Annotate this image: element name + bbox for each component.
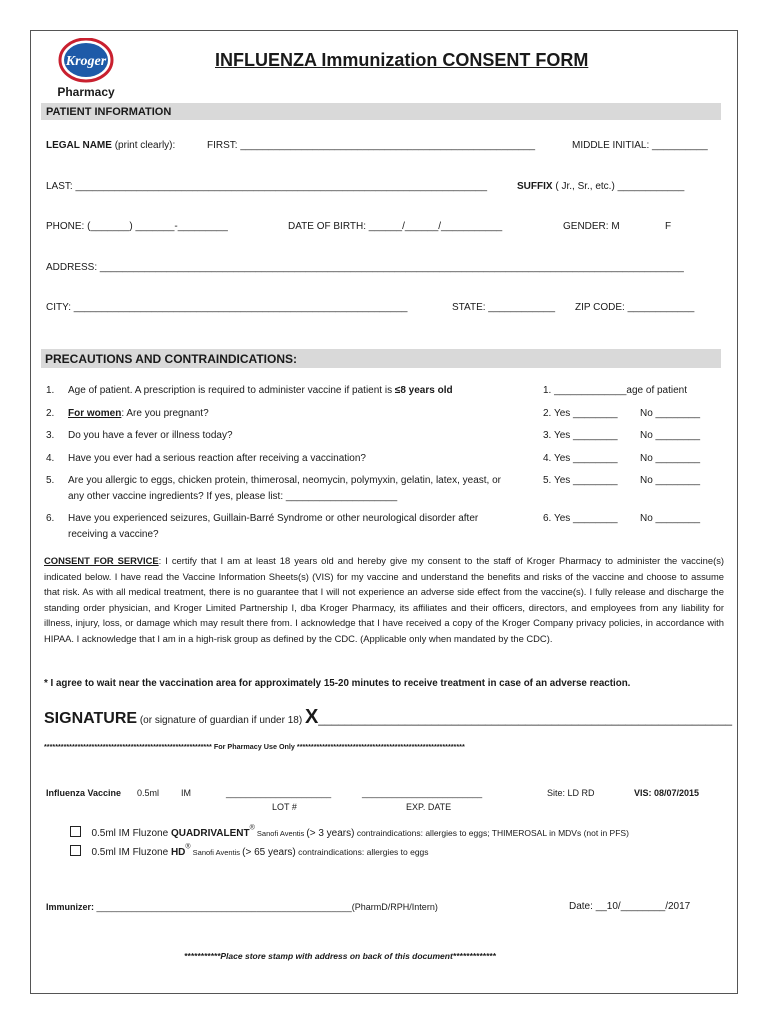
question-3-number: 3. (46, 430, 55, 441)
question-6: Have you experienced seizures, Guillain-Barré Syndrome or other neurological disorder after receiving a vaccine? (68, 513, 479, 540)
suffix-field[interactable]: SUFFIX ( Jr., Sr., etc.) ____________ (517, 181, 685, 192)
date-label: Date: (569, 901, 596, 912)
immunizer-line[interactable]: ___________________________________________________ (96, 902, 352, 912)
immunizer-row[interactable] (46, 902, 438, 912)
answer-4-no[interactable]: No ________ (640, 453, 701, 464)
precautions-heading: PRECAUTIONS AND CONTRAINDICATIONS: (45, 352, 297, 366)
answer-6-no[interactable]: No ________ (640, 513, 701, 524)
state-field[interactable]: STATE: ____________ (452, 302, 556, 313)
consent-paragraph (44, 553, 724, 646)
signature-sublabel: (or signature of guardian if under 18) (137, 715, 305, 726)
question-4-number: 4. (46, 453, 55, 464)
dose-label: 0.5ml (137, 788, 160, 798)
gender-f-option[interactable]: F (665, 221, 672, 232)
question-2: For women: Are you pregnant? (68, 408, 209, 419)
date-field[interactable]: __10/________/2017 (595, 901, 691, 912)
patient-info-heading: PATIENT INFORMATION (46, 106, 172, 118)
consent-label: CONSENT FOR SERVICE (44, 555, 159, 566)
question-2-number: 2. (46, 408, 55, 419)
lot-number-label: LOT # (272, 802, 297, 812)
answer-5-no[interactable]: No ________ (640, 475, 701, 486)
question-5-number: 5. (46, 475, 55, 486)
answer-3-yes[interactable]: 3. Yes ________ (543, 430, 618, 441)
option-quadrivalent[interactable]: 0.5ml IM Fluzone QUADRIVALENT® Sanofi Aventis (> 3 years) contraindications: allergies to eggs; THIMEROSAL in MDVs (not in PFS) (70, 823, 629, 841)
answer-2-no[interactable]: No ________ (640, 408, 701, 419)
influenza-vaccine-label: Influenza Vaccine (46, 788, 122, 798)
last-name-field[interactable]: LAST: __________________________________________________________________________ (46, 181, 488, 192)
svg-text:Kroger: Kroger (65, 54, 107, 69)
wait-agreement: * I agree to wait near the vaccination area for approximately 15-20 minutes to receive treatment in case of an adverse reaction. (44, 678, 631, 689)
legal-name-label: LEGAL NAME (print clearly): (46, 140, 176, 151)
zip-code-field[interactable]: ZIP CODE: ____________ (575, 302, 695, 313)
signature-line[interactable]: ______________________________________________________________ (318, 712, 733, 726)
question-3: Do you have a fever or illness today? (68, 430, 233, 441)
phone-field[interactable]: PHONE: (_______) _______-_________ (46, 221, 228, 232)
immunizer-label: Immunizer: (46, 902, 97, 912)
question-5: Are you allergic to eggs, chicken protein, thimerosal, neomycin, polymyxin, gelatin, latex, yeast, or any other vaccine ingredients? If yes, please list: ____________________ (68, 475, 501, 502)
site-label[interactable]: Site: LD RD (547, 788, 595, 798)
answer-2-yes[interactable]: 2. Yes ________ (543, 408, 618, 419)
question-1-number: 1. (46, 385, 55, 396)
store-stamp-note: ***********Place store stamp with address on back of this document************* (184, 951, 496, 961)
question-1: Age of patient. A prescription is required to administer vaccine if patient is ≤8 years old (68, 385, 453, 396)
vis-date: VIS: 08/07/2015 (634, 788, 700, 798)
signature-x: X (304, 706, 319, 728)
answer-4-yes[interactable]: 4. Yes ________ (543, 453, 618, 464)
answer-6-yes[interactable]: 6. Yes ________ (543, 513, 618, 524)
immunizer-role: (PharmD/RPH/Intern) (351, 902, 438, 912)
question-4: Have you ever had a serious reaction after receiving a vaccination? (68, 453, 366, 464)
signature-label: SIGNATURE (44, 710, 138, 727)
route-label: IM (181, 788, 191, 798)
address-field[interactable]: ADDRESS: _________________________________________________________________________________________________________ (46, 262, 684, 273)
answer-5-yes[interactable]: 5. Yes ________ (543, 475, 618, 486)
exp-date-field[interactable]: ________________________ (362, 788, 483, 798)
gender-m-option[interactable]: GENDER: M (563, 221, 620, 232)
city-field[interactable]: CITY: ____________________________________________________________ (46, 302, 408, 313)
answer-3-no[interactable]: No ________ (640, 430, 701, 441)
exp-date-label: EXP. DATE (406, 802, 452, 812)
first-name-field[interactable]: FIRST: _____________________________________________________ (207, 140, 536, 151)
pharmacy-use-divider: ************************************************************ For Pharmacy Use Only ************************************************************ (44, 742, 465, 751)
signature-row[interactable] (44, 706, 732, 729)
quadrivalent-checkbox[interactable] (70, 826, 81, 837)
option-high-dose[interactable]: 0.5ml IM Fluzone HD® Sanofi Aventis (> 65 years) contraindications: allergies to eggs (70, 842, 429, 860)
answer-1-age-field[interactable]: 1. _____________age of patient (543, 385, 688, 396)
middle-initial-field[interactable]: MIDDLE INITIAL: __________ (572, 140, 708, 151)
consent-text: : I certify that I am at least 18 years old and hereby give my consent to the staff of Kroger Pharmacy to administer the vaccine(s) indicated below. I have read the Vaccine Information Sheets(s) (VIS) for my vaccine and understand the benefits and risks of the vaccine and choose to assume that risk. As with all medical treatment, there is no guarantee that I will not experience an adverse side effect from the vaccine(s). I fully release and discharge the standing order physician, and Kroger Limited Partnership I, dba Kroger Pharmacy, its affiliates and their officers, directors, and employees from any liability for illness, injury, loss, or damage which may result there from. I acknowledge that I have received a copy of the Kroger Company privacy policies, in accordance with HIPAA. I acknowledge that I am in a high-risk group as defined by the CDC. (Applicable only when mandated by the CDC). (44, 555, 724, 644)
form-title: INFLUENZA Immunization CONSENT FORM (215, 50, 589, 70)
kroger-pharmacy-logo (52, 38, 122, 100)
lot-number-field[interactable]: _____________________ (226, 788, 332, 798)
dob-field[interactable]: DATE OF BIRTH: ______/______/___________ (288, 221, 503, 232)
high-dose-checkbox[interactable] (70, 845, 81, 856)
svg-text:Pharmacy: Pharmacy (57, 85, 115, 99)
date-row[interactable] (569, 901, 690, 912)
question-6-number: 6. (46, 513, 55, 524)
